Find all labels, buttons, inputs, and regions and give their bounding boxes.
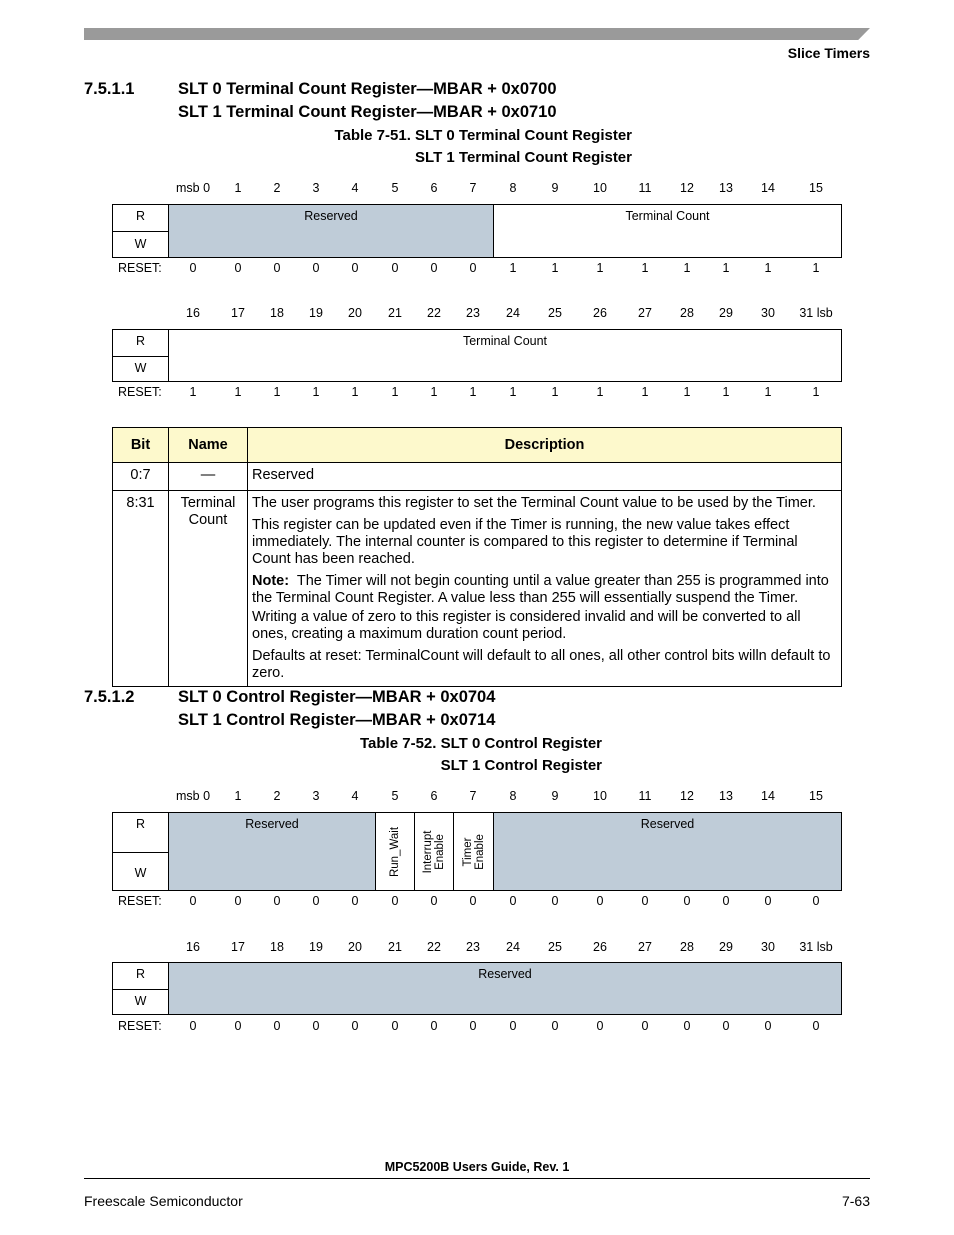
reset-value: 1	[764, 261, 772, 275]
bit-number: 30	[761, 940, 775, 954]
section-number: 7.5.1.1	[84, 80, 135, 98]
bit-numbers-low	[0, 306, 954, 322]
field-timer-enable: Timer Enable	[454, 813, 494, 890]
reset-value: 0	[551, 894, 559, 908]
reset-value: 1	[551, 385, 559, 399]
reset-value: 1	[391, 385, 399, 399]
reset-value: 0	[812, 1019, 820, 1033]
bit-number: 10	[593, 789, 607, 803]
bit-number: 17	[231, 306, 245, 320]
bit-number: 18	[270, 306, 284, 320]
reset-value: 0	[430, 1019, 438, 1033]
note-text: The Timer will not begin counting until a value greater than 255 is programmed into the Terminal Count Register. A value less than 255 will essentially suspend the Timer.	[252, 573, 829, 606]
reset-value: 0	[351, 261, 359, 275]
reset-value: 1	[596, 261, 604, 275]
bit-number: 31 lsb	[799, 940, 833, 954]
section-title-line1: SLT 0 Control Register—MBAR + 0x0704	[178, 688, 496, 706]
bit-number: 9	[551, 181, 559, 195]
reset-value: 0	[509, 1019, 517, 1033]
table-header-row	[113, 428, 842, 463]
reset-value: 1	[812, 385, 820, 399]
bit-number: 25	[548, 940, 562, 954]
bit-number: 31 lsb	[799, 306, 833, 320]
reset-value: 0	[391, 1019, 399, 1033]
write-label: W	[113, 852, 169, 890]
bit-number: 15	[809, 181, 823, 195]
reset-value: 0	[189, 261, 197, 275]
bit-number: 26	[593, 306, 607, 320]
reset-value: 0	[234, 261, 242, 275]
bit-number: 2	[273, 789, 281, 803]
cell-bit: 0:7	[113, 463, 169, 491]
footer-divider	[84, 1178, 870, 1179]
reset-value: 0	[469, 894, 477, 908]
bit-number: 17	[231, 940, 245, 954]
bit-number: 7	[469, 181, 477, 195]
reset-value: 0	[351, 1019, 359, 1033]
bit-number: 26	[593, 940, 607, 954]
reset-values-high	[0, 894, 954, 910]
reset-value: 1	[722, 385, 730, 399]
footer-doc-title: MPC5200B Users Guide, Rev. 1	[384, 1160, 570, 1174]
bit-number: 4	[351, 789, 359, 803]
bit-number: 23	[466, 306, 480, 320]
reset-value: 1	[234, 385, 242, 399]
field-run-wait: Run_Wait	[376, 813, 415, 890]
reset-values-low	[0, 385, 954, 401]
register-map-tc-low	[112, 329, 842, 382]
bit-number: 6	[430, 181, 438, 195]
bit-number: 20	[348, 940, 362, 954]
bit-number: 11	[638, 789, 652, 803]
bit-number: 7	[469, 789, 477, 803]
reset-value: 0	[391, 261, 399, 275]
bit-number: 14	[761, 789, 775, 803]
reset-value: 1	[189, 385, 197, 399]
cell-bit: 8:31	[113, 491, 169, 687]
header-bar	[84, 28, 870, 40]
reset-value: 0	[189, 1019, 197, 1033]
desc-note	[252, 573, 837, 607]
bit-number: msb 0	[175, 181, 211, 195]
bit-number: 16	[186, 306, 200, 320]
reset-value: 0	[641, 1019, 649, 1033]
bit-number: 13	[719, 789, 733, 803]
table-caption-sub: SLT 1 Control Register	[440, 757, 602, 774]
reset-value: 1	[683, 385, 691, 399]
bit-number: 8	[509, 789, 517, 803]
read-label: R	[113, 330, 169, 356]
bit-number: 3	[312, 181, 320, 195]
footer-company: Freescale Semiconductor	[84, 1193, 243, 1209]
bit-number: 29	[719, 306, 733, 320]
bit-number: 12	[680, 789, 694, 803]
reset-value: 1	[812, 261, 820, 275]
cell-description	[248, 491, 842, 687]
reset-value: 0	[273, 1019, 281, 1033]
reset-value: 0	[469, 1019, 477, 1033]
running-header: Slice Timers	[787, 45, 870, 61]
bit-number: 13	[719, 181, 733, 195]
section-title-line2: SLT 1 Terminal Count Register—MBAR + 0x0710	[178, 103, 557, 121]
desc-paragraph: Writing a value of zero to this register is considered invalid and will be converted to all ones, creating a maximum duration count period.	[252, 609, 801, 642]
reset-value: 1	[641, 385, 649, 399]
section-number: 7.5.1.2	[84, 688, 135, 706]
bit-number: 30	[761, 306, 775, 320]
header-description: Description	[248, 428, 842, 463]
reset-label: RESET:	[118, 385, 162, 399]
reset-value: 0	[312, 261, 320, 275]
write-label: W	[113, 231, 169, 257]
bit-number: 21	[388, 306, 402, 320]
bit-number: 24	[506, 306, 520, 320]
bit-number: 22	[427, 306, 441, 320]
page-number: 7-63	[841, 1193, 870, 1209]
reset-values-low	[0, 1019, 954, 1035]
reset-value: 0	[430, 261, 438, 275]
reset-value: 0	[312, 894, 320, 908]
reset-value: 1	[509, 261, 517, 275]
bit-number: 22	[427, 940, 441, 954]
register-map-ctrl-high	[112, 812, 842, 891]
reset-value: 0	[273, 894, 281, 908]
desc-paragraph: This register can be updated even if the Timer is running, the new value takes effect immediately. The internal counter is compared to this register to determine if Terminal Count has been reached.	[252, 517, 798, 567]
bit-number: 25	[548, 306, 562, 320]
section-title-line1: SLT 0 Terminal Count Register—MBAR + 0x0700	[178, 80, 557, 98]
read-label: R	[113, 205, 169, 231]
reset-value: 1	[430, 385, 438, 399]
register-map-ctrl-low	[112, 962, 842, 1015]
table-caption-sub: SLT 1 Terminal Count Register	[415, 149, 632, 166]
reset-label: RESET:	[118, 261, 162, 275]
note-label: Note:	[252, 573, 290, 589]
bit-number: 8	[509, 181, 517, 195]
field-reserved: Reserved	[169, 205, 494, 257]
reset-value: 0	[812, 894, 820, 908]
bit-number: 23	[466, 940, 480, 954]
bit-number: 3	[312, 789, 320, 803]
reset-value: 0	[312, 1019, 320, 1033]
desc-paragraph: The user programs this register to set the Terminal Count value to be used by the Timer.	[252, 495, 816, 511]
reset-value: 1	[722, 261, 730, 275]
reset-value: 0	[469, 261, 477, 275]
reset-value: 0	[234, 894, 242, 908]
bit-number: 28	[680, 306, 694, 320]
reset-label: RESET:	[118, 894, 162, 908]
reset-value: 1	[312, 385, 320, 399]
reset-value: 0	[641, 894, 649, 908]
header-bit: Bit	[113, 428, 169, 463]
bit-number: 1	[234, 789, 242, 803]
reset-value: 0	[273, 261, 281, 275]
bit-number: 6	[430, 789, 438, 803]
bit-number: 1	[234, 181, 242, 195]
bit-number: 19	[309, 306, 323, 320]
table-row	[113, 491, 842, 687]
bit-numbers-low	[0, 940, 954, 956]
reset-value: 1	[764, 385, 772, 399]
reset-value: 0	[764, 1019, 772, 1033]
reset-value: 0	[596, 894, 604, 908]
reset-value: 0	[722, 894, 730, 908]
bit-number: 15	[809, 789, 823, 803]
reset-value: 0	[351, 894, 359, 908]
table-caption: Table 7-51. SLT 0 Terminal Count Register	[334, 127, 632, 144]
reset-value: 1	[596, 385, 604, 399]
bit-number: 14	[761, 181, 775, 195]
reset-value: 1	[551, 261, 559, 275]
reset-value: 1	[273, 385, 281, 399]
bit-number: 27	[638, 306, 652, 320]
bit-number: 5	[391, 181, 399, 195]
bit-number: 18	[270, 940, 284, 954]
bit-number: 5	[391, 789, 399, 803]
reset-value: 0	[551, 1019, 559, 1033]
read-label: R	[113, 813, 169, 852]
reset-value: 1	[683, 261, 691, 275]
reset-value: 1	[641, 261, 649, 275]
bit-numbers-high	[0, 181, 954, 197]
field-reserved: Reserved	[494, 813, 841, 890]
field-description-table	[112, 427, 842, 687]
bit-number: 4	[351, 181, 359, 195]
bit-number: 12	[680, 181, 694, 195]
reset-value: 1	[351, 385, 359, 399]
bit-number: 28	[680, 940, 694, 954]
bit-number: 9	[551, 789, 559, 803]
bit-number: 24	[506, 940, 520, 954]
desc-paragraph: Defaults at reset: TerminalCount will default to all ones, all other control bits willn default to zero.	[252, 648, 831, 681]
cell-name: Terminal Count	[169, 491, 248, 687]
bit-number: 2	[273, 181, 281, 195]
bit-number: 11	[638, 181, 652, 195]
section-heading-7-5-1-1	[84, 80, 784, 126]
reset-value: 0	[391, 894, 399, 908]
bit-number: 19	[309, 940, 323, 954]
field-interrupt-enable: Interrupt Enable	[415, 813, 454, 890]
reset-value: 0	[683, 1019, 691, 1033]
cell-description: Reserved	[248, 463, 842, 491]
bit-number: 29	[719, 940, 733, 954]
reset-value: 1	[509, 385, 517, 399]
reset-values-high	[0, 261, 954, 277]
field-terminal-count: Terminal Count	[625, 209, 710, 223]
bit-number: msb 0	[175, 789, 211, 803]
reset-value: 0	[683, 894, 691, 908]
section-heading-7-5-1-2	[84, 688, 784, 734]
write-label: W	[113, 356, 169, 381]
reset-value: 0	[509, 894, 517, 908]
section-title-line2: SLT 1 Control Register—MBAR + 0x0714	[178, 711, 496, 729]
cell-name: —	[169, 463, 248, 491]
field-reserved: Reserved	[169, 813, 376, 890]
reset-value: 0	[596, 1019, 604, 1033]
bit-number: 10	[593, 181, 607, 195]
read-label: R	[113, 963, 169, 989]
field-reserved: Reserved	[169, 963, 841, 1014]
table-row	[113, 463, 842, 491]
bit-number: 27	[638, 940, 652, 954]
reset-value: 0	[234, 1019, 242, 1033]
bit-number: 16	[186, 940, 200, 954]
write-label: W	[113, 989, 169, 1014]
reset-value: 0	[722, 1019, 730, 1033]
register-map-tc-high	[112, 204, 842, 258]
field-terminal-count: Terminal Count	[462, 334, 548, 348]
table-caption: Table 7-52. SLT 0 Control Register	[360, 735, 602, 752]
reset-value: 0	[764, 894, 772, 908]
bit-number: 20	[348, 306, 362, 320]
header-name: Name	[169, 428, 248, 463]
reset-label: RESET:	[118, 1019, 162, 1033]
reset-value: 1	[469, 385, 477, 399]
bit-numbers-high	[0, 789, 954, 805]
bit-number: 21	[388, 940, 402, 954]
reset-value: 0	[430, 894, 438, 908]
reset-value: 0	[189, 894, 197, 908]
